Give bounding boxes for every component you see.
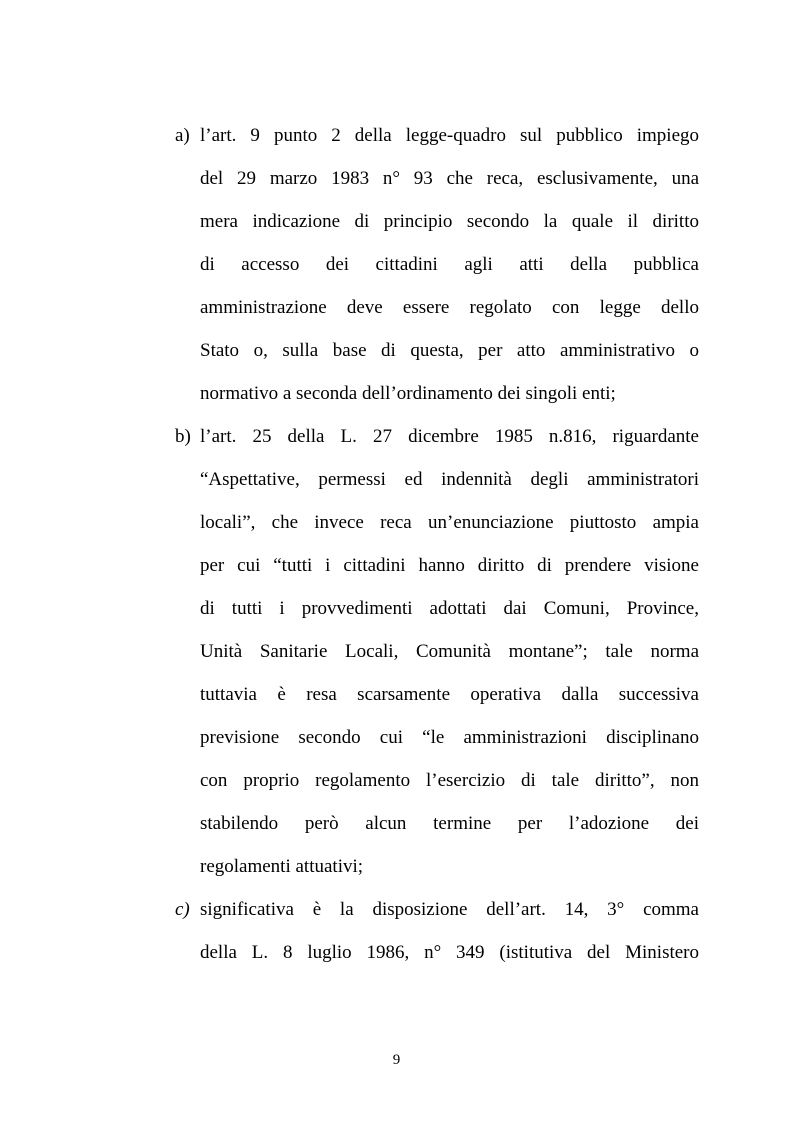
text-line: con proprio regolamento l’esercizio di tale diritto”, non: [200, 770, 699, 791]
list-marker: a): [175, 125, 190, 146]
text-line: amministrazione deve essere regolato con legge dello: [200, 297, 699, 318]
text-line: del 29 marzo 1983 n° 93 che reca, esclusivamente, una: [200, 168, 699, 189]
text-line: mera indicazione di principio secondo la quale il diritto: [200, 211, 699, 232]
text-line: della L. 8 luglio 1986, n° 349 (istitutiva del Ministero: [200, 942, 699, 963]
list-item-b: [175, 415, 699, 888]
list-item-text: [200, 888, 699, 974]
text-line: Unità Sanitarie Locali, Comunità montane”; tale norma: [200, 641, 699, 662]
page-number: 9: [392, 1052, 401, 1068]
text-line: “Aspettative, permessi ed indennità degli amministratori: [200, 469, 699, 490]
text-line: di accesso dei cittadini agli atti della pubblica: [200, 254, 699, 275]
list-marker: b): [175, 426, 191, 447]
list-item-a: [175, 114, 699, 415]
text-line: l’art. 25 della L. 27 dicembre 1985 n.816, riguardante: [200, 426, 699, 447]
text-line: l’art. 9 punto 2 della legge-quadro sul pubblico impiego: [200, 125, 699, 146]
text-line: locali”, che invece reca un’enunciazione piuttosto ampia: [200, 512, 699, 533]
text-line: normativo a seconda dell’ordinamento dei singoli enti;: [200, 383, 616, 404]
text-line: di tutti i provvedimenti adottati dai Comuni, Province,: [200, 598, 699, 619]
text-line: tuttavia è resa scarsamente operativa dalla successiva: [200, 684, 699, 705]
text-line: significativa è la disposizione dell’art. 14, 3° comma: [200, 899, 699, 920]
text-line: previsione secondo cui “le amministrazioni disciplinano: [200, 727, 699, 748]
text-line: Stato o, sulla base di questa, per atto amministrativo o: [200, 340, 699, 361]
list-item-text: [200, 114, 699, 415]
text-line: per cui “tutti i cittadini hanno diritto di prendere visione: [200, 555, 699, 576]
document-list: [175, 114, 699, 974]
text-line: regolamenti attuativi;: [200, 856, 364, 877]
text-line: stabilendo però alcun termine per l’adozione dei: [200, 813, 699, 834]
list-marker: c): [175, 899, 190, 920]
list-item-text: [200, 415, 699, 888]
list-item-c: [175, 888, 699, 974]
